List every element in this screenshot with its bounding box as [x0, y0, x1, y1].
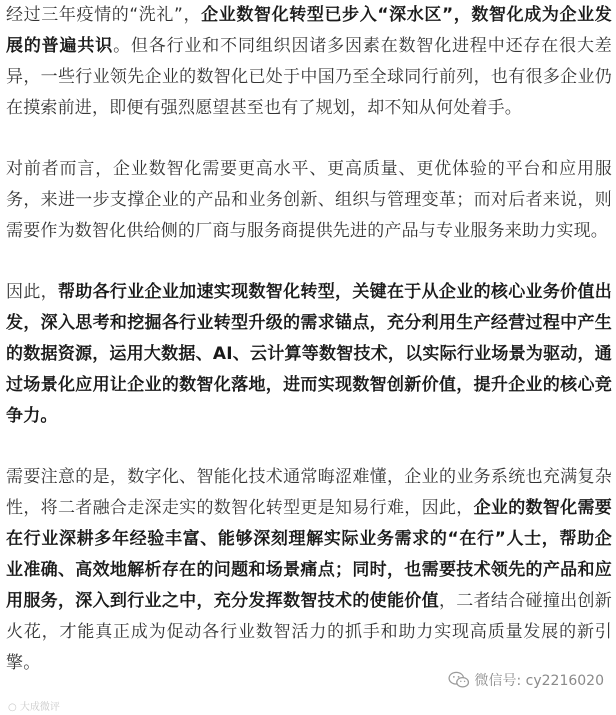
paragraph-4-lead: 需要注意的是，数字化、智能化技术通常晦涩难懂，企业的业务系统也充满复杂性，将二者融合走深走实的数智化转型更是知易行难，因此， — [6, 467, 612, 518]
paragraph-1-emphasis: 企业数智化转型已步入“深水区”，数智化成为企业发展的普遍共识 — [6, 5, 612, 56]
corner-watermark: ○ 大成微评 — [8, 702, 60, 713]
paragraph-2 — [6, 154, 612, 247]
paragraph-2-text: 对前者而言，企业数智化需要更高水平、更高质量、更优体验的平台和应用服务，来进一步支撑企业的产品和业务创新、组织与管理变革；而对后者来说，则需要作为数智化供给侧的厂商与服务商提供先进的产品与专业服务来助力实现。 — [6, 159, 612, 241]
paragraph-1-rest: 。但各行业和不同组织因诸多因素在数智化进程中还存在很大差异，一些行业领先企业的数智化已处于中国乃至全球同行前列，也有很多企业仍在摸索前进，即便有强烈愿望甚至也有了规划，却不知从何处着手。 — [6, 36, 612, 118]
watermark-text: 微信号: cy2216020 — [474, 673, 604, 689]
paragraph-1 — [6, 0, 612, 124]
paragraph-1-lead: 经过三年疫情的“洗礼”， — [6, 5, 202, 25]
article-body — [6, 0, 612, 709]
wechat-icon — [448, 671, 470, 689]
paragraph-4-emphasis: 企业的数智化需要在行业深耕多年经验丰富、能够深刻理解实际业务需求的“在行”人士，帮助企业准确、高效地解析存在的问题和场景痛点；同时，也需要技术领先的产品和应用服务，深入到行业之中，充分发挥数智技术的使能价值 — [6, 498, 612, 611]
paragraph-3 — [6, 277, 612, 432]
wechat-watermark — [444, 669, 609, 691]
paragraph-3-lead: 因此， — [6, 282, 58, 302]
paragraph-4-rest: ，二者结合碰撞出创新火花，才能真正成为促动各行业数智活力的抓手和助力实现高质量发展的新引擎。 — [6, 591, 613, 673]
paragraph-3-emphasis: 帮助各行业企业加速实现数智化转型，关键在于从企业的核心业务价值出发，深入思考和挖掘各行业转型升级的需求锚点，充分利用生产经营过程中产生的数据资源，运用大数据、AI、云计算等数智技术，以实际行业场景为驱动，通过场景化应用让企业的数智化落地，进而实现数智创新价值，提升企业的核心竞争力。 — [6, 282, 612, 426]
paragraph-4 — [6, 462, 612, 679]
